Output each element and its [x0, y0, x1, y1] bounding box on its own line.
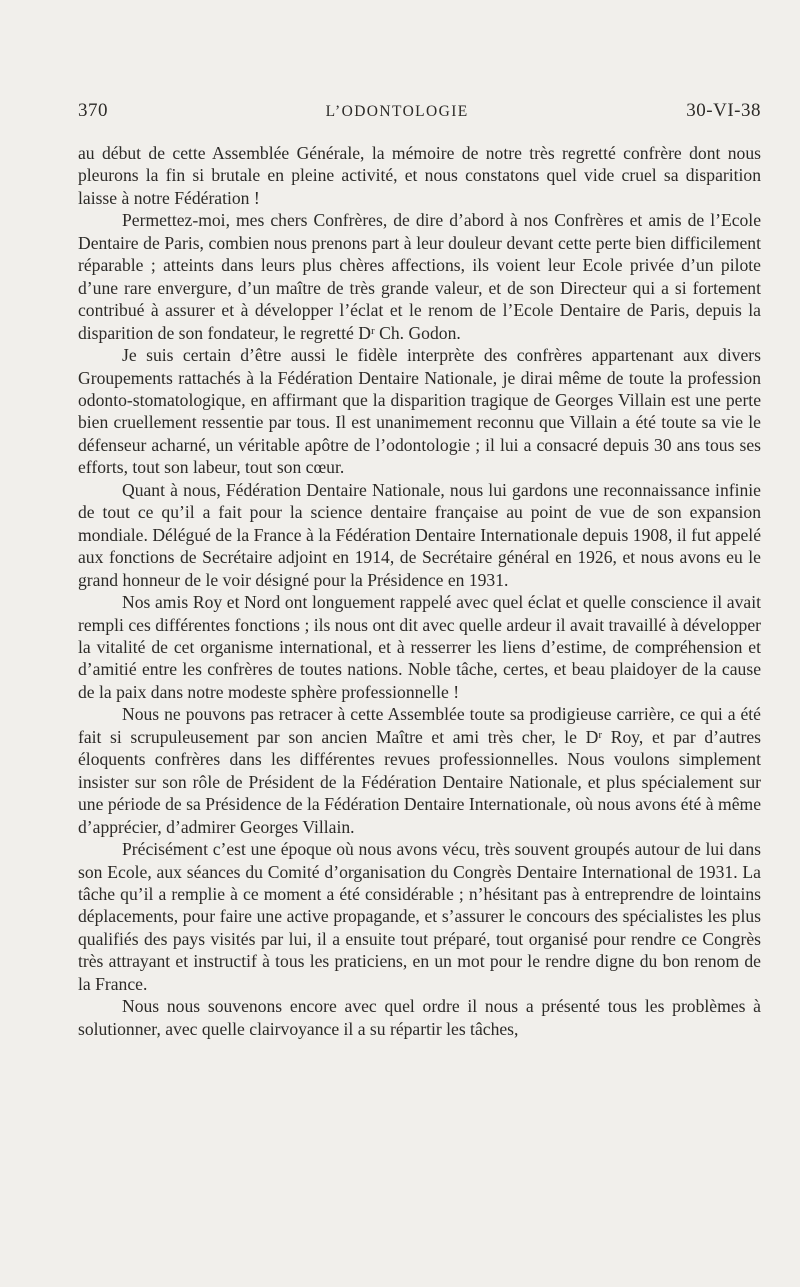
- paragraph: Nous nous souvenons encore avec quel ordre il nous a présenté tous les problèmes à solutionner, avec quelle clairvoyance il a su répartir les tâches,: [78, 996, 761, 1039]
- page-number: 370: [78, 100, 108, 121]
- issue-date: 30-VI-38: [686, 100, 761, 121]
- paragraph: Je suis certain d’être aussi le fidèle interprète des confrères appartenant aux divers Groupements rattachés à la Fédération Dentaire Nationale, je dirai même de toute la profession odonto-stomatologique, en affirmant que la disparition tragique de Georges Villain est une perte bien cruellement ressentie par tous. Il est unanimement reconnu que Villain a été toute sa vie le défenseur acharné, un véritable apôtre de l’odontologie ; il lui a consacré depuis 30 ans tous ses efforts, tout son labeur, tout son cœur.: [78, 345, 761, 478]
- paragraph: Quant à nous, Fédération Dentaire Nationale, nous lui gardons une reconnaissance infinie de tout ce qu’il a fait pour la science dentaire française au point de vue de son expansion mondiale. Délégué de la France à la Fédération Dentaire Internationale depuis 1908, il fut appelé aux fonctions de Secrétaire adjoint en 1914, de Secrétaire général en 1926, et nous avons eu le grand honneur de le voir désigné pour la Présidence en 1931.: [78, 479, 761, 590]
- paragraph: Précisément c’est une époque où nous avons vécu, très souvent groupés autour de lui dans son Ecole, aux séances du Comité d’organisation du Congrès Dentaire International de 1931. La tâche qu’il a remplie à ce moment a été considérable ; n’hésitant pas à entreprendre de lointains déplacements, pour faire une active propagande, et s’assurer le concours des spécialistes les plus qualifiés des pays visités par lui, il a ensuite tout préparé, tout organisé pour rendre ce Congrès très attrayant et instructif à tous les praticiens, en un mot pour le rendre digne du bon renom de la France.: [78, 839, 761, 994]
- paragraph: Nos amis Roy et Nord ont longuement rappelé avec quel éclat et quelle conscience il avait rempli ces différentes fonctions ; ils nous ont dit avec quelle ardeur il avait travaillé à développer la vitalité de cet organisme international, et à resserrer les liens d’estime, de compréhension et d’amitié entre les confrères de toutes nations. Noble tâche, certes, et beau plaidoyer de la cause de la paix dans notre modeste sphère professionnelle !: [78, 592, 761, 702]
- running-head: [78, 100, 761, 122]
- paragraph-continued: au début de cette Assemblée Générale, la mémoire de notre très regretté confrère dont nous pleurons la fin si brutale en pleine activité, et nous constatons quel vide cruel sa disparition laisse à notre Fédération !: [78, 143, 761, 208]
- page: [78, 100, 761, 1040]
- paragraph: Permettez-moi, mes chers Confrères, de dire d’abord à nos Confrères et amis de l’Ecole Dentaire de Paris, combien nous prenons part à leur douleur devant cette perte bien difficilement réparable ; atteints dans leurs plus chères affections, ils voient leur Ecole privée d’un pilote d’une rare envergure, d’un maître de très grande valeur, et de son Directeur qui a si fortement contribué à assurer et à développer l’éclat et le renom de l’Ecole Dentaire de Paris, depuis la disparition de son fondateur, le regretté Dʳ Ch. Godon.: [78, 210, 761, 343]
- journal-title: L’ODONTOLOGIE: [325, 103, 469, 120]
- paragraph: Nous ne pouvons pas retracer à cette Assemblée toute sa prodigieuse carrière, ce qui a été fait si scrupuleusement par son ancien Maître et ami très cher, le Dʳ Roy, et par d’autres éloquents confrères dans les différentes revues professionnelles. Nous voulons simplement insister sur son rôle de Président de la Fédération Dentaire Nationale, et plus spécialement sur une période de sa Présidence de la Fédération Dentaire Internationale, où nous avons été à même d’apprécier, d’admirer Georges Villain.: [78, 704, 761, 837]
- body-text: [78, 142, 761, 1040]
